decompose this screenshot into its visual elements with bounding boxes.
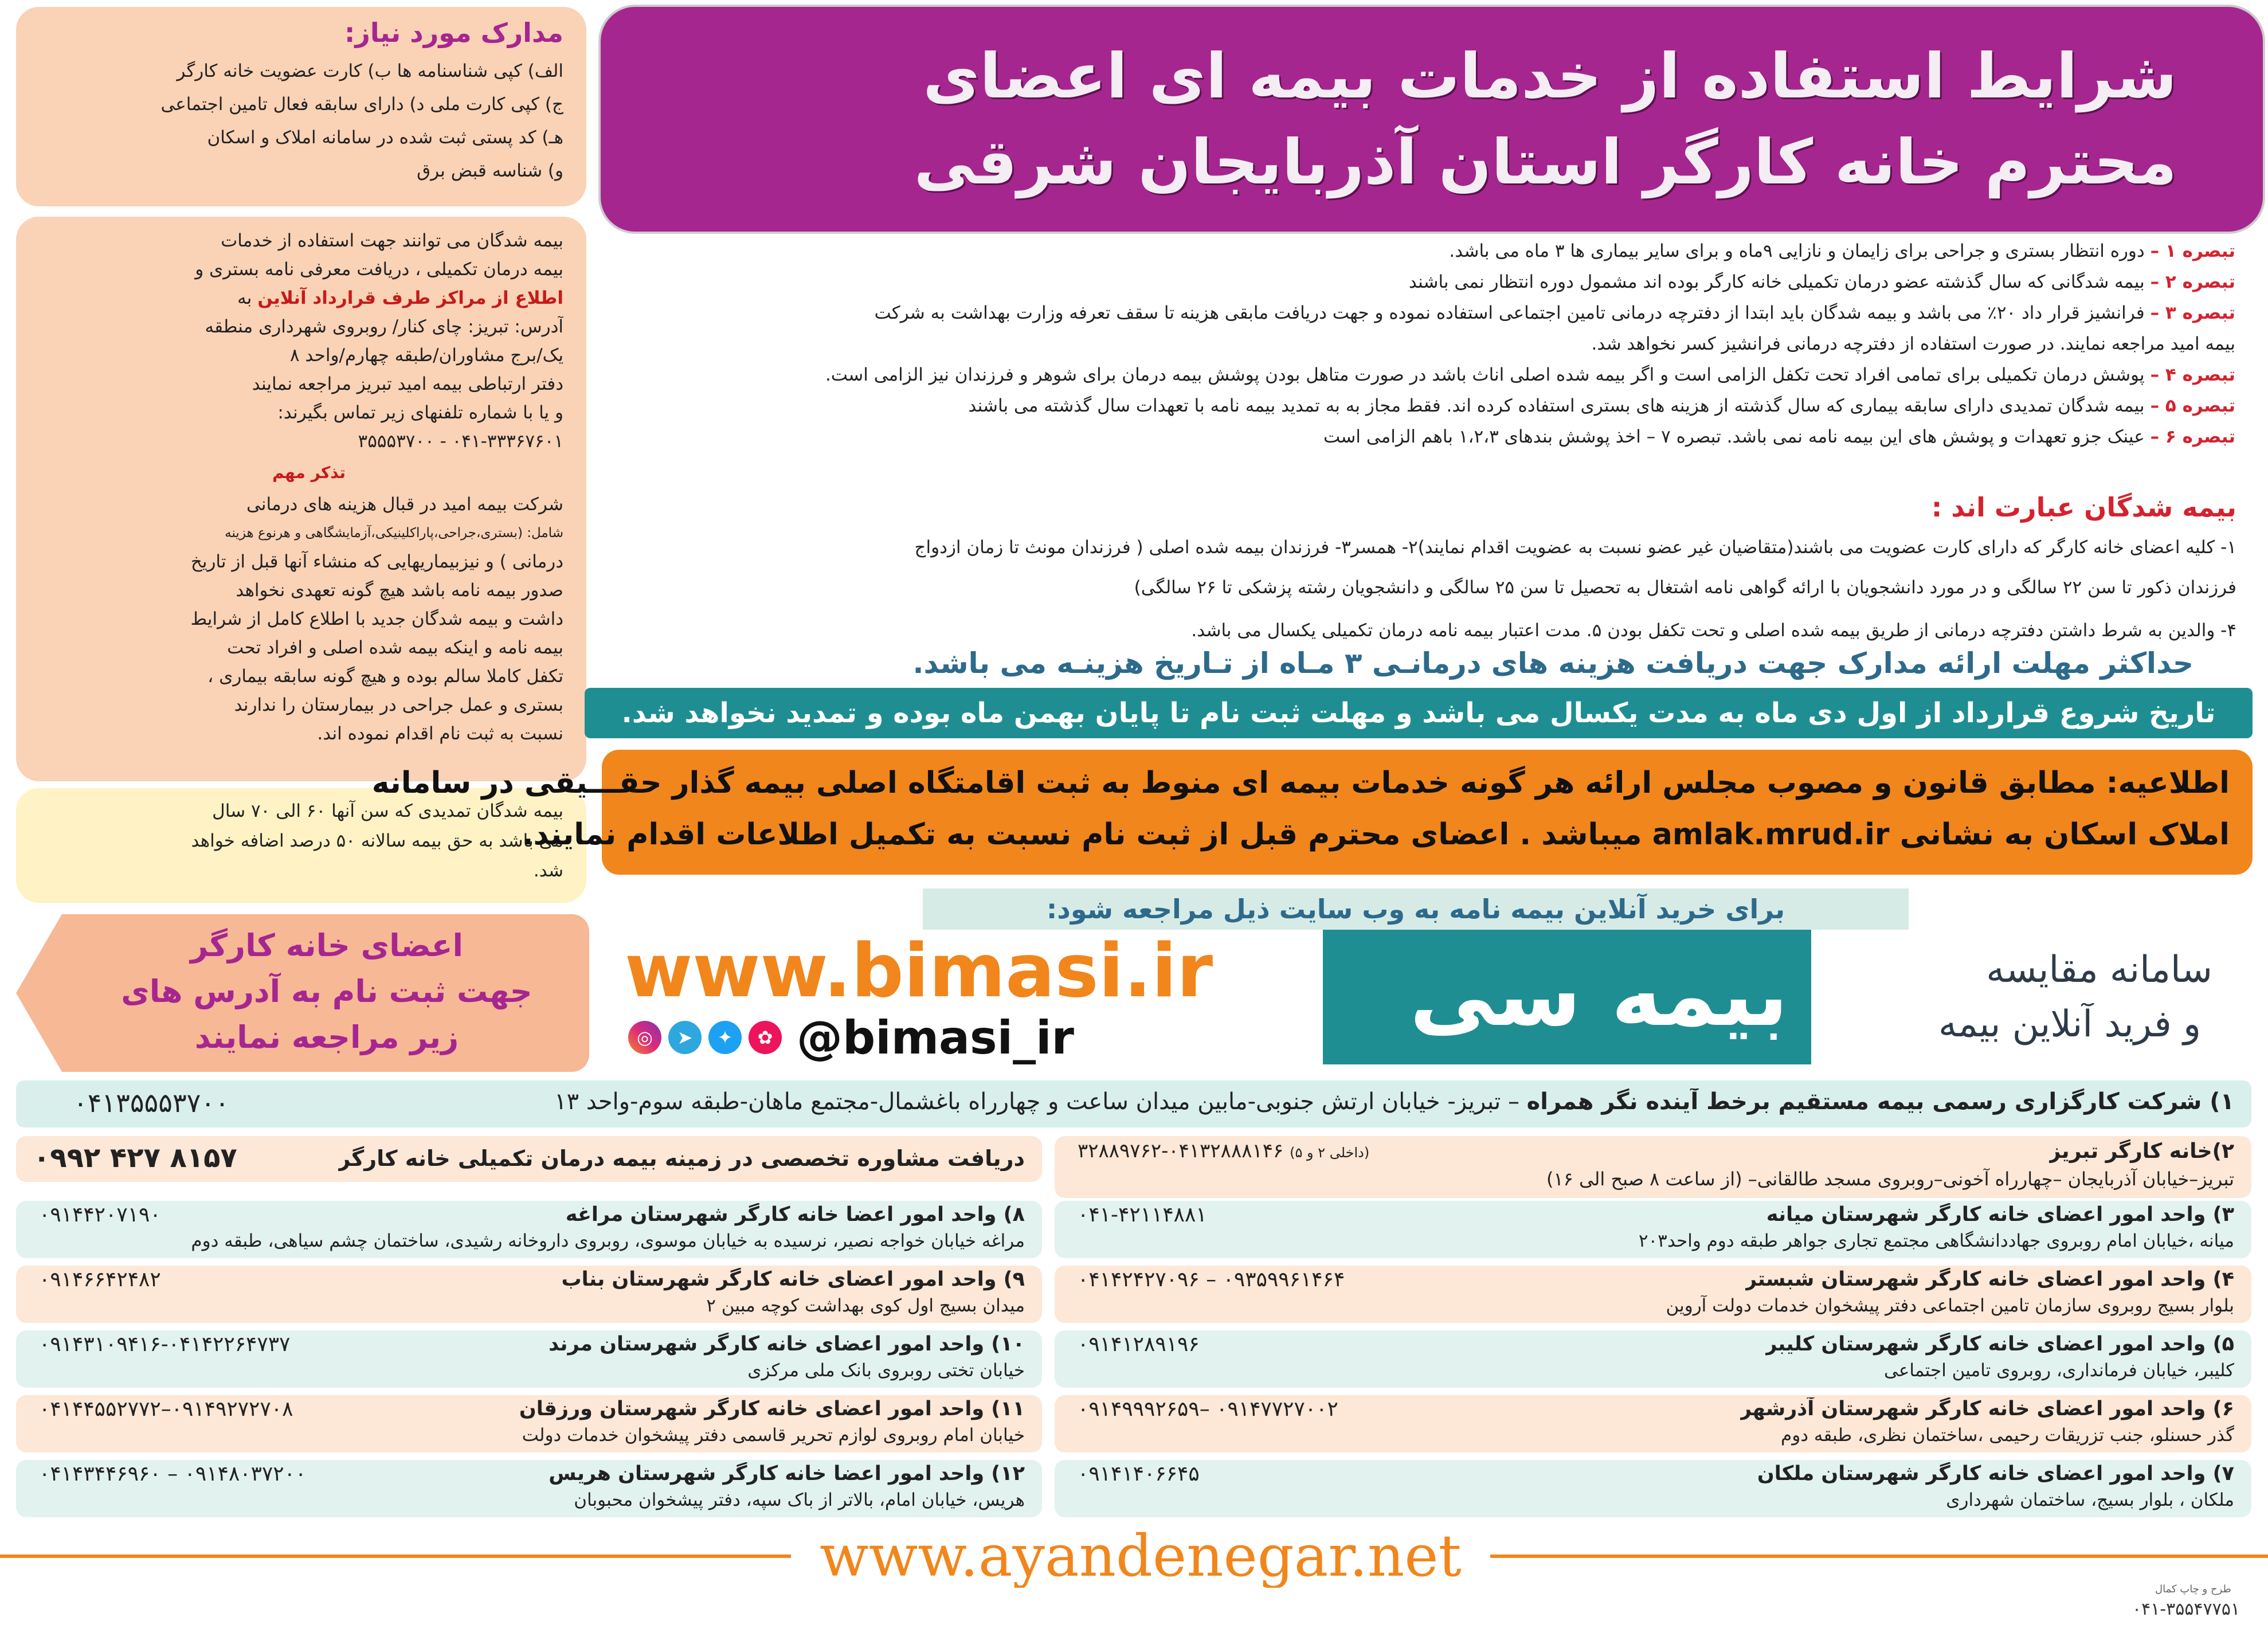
office-title: ۷) واحد امور اعضای خانه کارگر شهرستان ملکان bbox=[1757, 1462, 2234, 1485]
office-card bbox=[16, 1201, 1042, 1258]
notice-line-2: املاک اسکان به نشانی amlak.mrud.ir میباشد . اعضای محترم قبل از ثبت نام نسبت به تکمیل اطلاعات اقدام نمایند. bbox=[522, 817, 2230, 852]
rule-text: عینک جزو تعهدات و پوشش های این بیمه نامه نمی باشد. تبصره ۷ – اخذ پوشش بندهای ۱،۲،۳ باهم الزامی است bbox=[1323, 426, 2145, 447]
rule-key: تبصره ۵ – bbox=[2150, 396, 2235, 416]
age-line: می باشد به حق بیمه سالانه ۵۰ درصد اضافه خواهد bbox=[191, 831, 563, 851]
info-line: داشت و بیمه شدگان جدید با اطلاع کامل از شرایط bbox=[190, 609, 563, 629]
rule-line bbox=[1323, 425, 2235, 449]
info-line: یک/برج مشاوران/طبقه چهارم/واحد ۸ bbox=[289, 345, 563, 366]
office-title: ۲)خانه کارگر تبریز bbox=[2048, 1140, 2234, 1163]
required-docs-panel bbox=[16, 7, 586, 206]
telegram-icon[interactable]: ➤ bbox=[668, 1021, 702, 1054]
office-phone: ۰۴۱-۴۲۱۱۴۸۸۱ bbox=[1078, 1203, 1207, 1227]
rule-line bbox=[968, 394, 2235, 418]
info-phones: ۰۴۱-۳۳۳۶۷۶۰۱ - ۳۵۵۵۳۷۰۰ bbox=[358, 431, 563, 452]
info-line: صدور بیمه نامه باشد هیچ گونه تعهدی نخواهد bbox=[236, 580, 563, 601]
docs-title: مدارک مورد نیاز: bbox=[344, 17, 563, 48]
info-line: بیمه نامه و اینکه بیمه شده اصلی و افراد تحت bbox=[227, 637, 563, 658]
office-card bbox=[1055, 1460, 2251, 1517]
info-line: تکفل کاملا سالم بوده و هیچ گونه سابقه بیماری ، bbox=[207, 666, 563, 687]
rule-line bbox=[825, 363, 2235, 387]
office-phone: ۰۹۳۵۹۹۶۱۴۶۴ – ۰۴۱۴۲۴۲۷۰۹۶ bbox=[1078, 1268, 1345, 1291]
title-line-1: شرایط استفاده از خدمات بیمه ای اعضای bbox=[923, 41, 2177, 112]
info-line: بیمه شدگان می توانند جهت استفاده از خدمات bbox=[221, 230, 563, 251]
agency-row bbox=[16, 1080, 2251, 1127]
office-phone: ۰۹۱۴۴۲۰۷۱۹۰ bbox=[39, 1203, 161, 1227]
office-card bbox=[16, 1395, 1042, 1452]
office-title: ۱۱) واحد امور اعضای خانه کارگر شهرستان ورزقان bbox=[519, 1397, 1025, 1420]
office-address: گذر حسنلو، جنب تزریقات رحیمی ،ساختمان نظری، طبقه دوم bbox=[1781, 1425, 2234, 1446]
office-address: خیابان تختی روبروی بانک ملی مرکزی bbox=[747, 1360, 1025, 1381]
insured-line: ۱- کلیه اعضای خانه کارگر که دارای کارت عضویت می باشند(متقاضیان غیر عضو نسبت به عضویت اقدام نمایند)۲- همسر۳- فرزندان بیمه شده اصلی ( فرزندان مونث تا زمان ازدواج bbox=[914, 537, 2236, 558]
rule-text: بیمه امید مراجعه نمایند. در صورت استفاده از دفترچه درمانی فرانشیز کسر نخواهد شد. bbox=[1591, 334, 2235, 354]
deadline-text: حداکثر مهلت ارائه مدارک جهت دریافت هزینه های درمانـی ۳ مـاه از تـاریخ هزینـه می باشد. bbox=[912, 647, 2193, 680]
info-panel bbox=[16, 217, 586, 781]
docs-line: الف) کپی شناسنامه ها ب) کارت عضویت خانه کارگر bbox=[177, 61, 563, 81]
office-address: هریس، خیابان امام، بالاتر از باک سپه، دفتر پیشخوان محبوبان bbox=[574, 1490, 1025, 1510]
insured-title: بیمه شدگان عبارت اند : bbox=[1931, 492, 2236, 523]
tabriz-office bbox=[1055, 1136, 2251, 1198]
age-surcharge-panel bbox=[16, 788, 586, 903]
office-card bbox=[16, 1266, 1042, 1323]
office-address: بلوار بسیج روبروی سازمان تامین اجتماعی دفتر پیشخوان خدمات دولت آروین bbox=[1666, 1295, 2234, 1316]
office-address: کلیبر، خیابان فرمانداری، روبروی تامین اجتماعی bbox=[1883, 1360, 2234, 1381]
tagline-2: و فرید آنلاین بیمه bbox=[1938, 1003, 2201, 1046]
office-phone: ۰۴۱۳۲۸۸۸۱۴۶-۳۲۸۸۹۷۶۲ bbox=[1078, 1140, 1284, 1162]
info-line: دفتر ارتباطی بیمه امید تبریز مراجعه نمایند bbox=[252, 374, 563, 394]
office-phone: ۰۹۱۴۹۲۷۲۷۰۸–۰۴۱۴۴۵۵۲۷۷۲ bbox=[39, 1397, 293, 1421]
register-line-2: جهت ثبت نام به آدرس های bbox=[121, 973, 532, 1009]
instagram-icon[interactable]: ◎ bbox=[628, 1021, 661, 1054]
register-line-1: اعضای خانه کارگر bbox=[190, 927, 463, 964]
info-line: شامل: (بستری،جراحی،پاراکلینیکی،آزمایشگاهی و هرنوع هزینه bbox=[225, 526, 563, 541]
online-banner bbox=[602, 883, 2253, 1075]
online-cta: برای خرید آنلاین بیمه نامه به وب سایت ذیل مراجعه شود: bbox=[923, 888, 1909, 930]
office-phone: ۰۹۱۴۱۲۸۹۱۹۶ bbox=[1078, 1333, 1200, 1356]
bimasi-logo bbox=[1323, 930, 1811, 1064]
logo-text: بیمه سی bbox=[1409, 946, 1788, 1046]
office-title: ۴) واحد امور اعضای خانه کارگر شهرستان شبستر bbox=[1745, 1268, 2234, 1291]
rule-line bbox=[1591, 332, 2235, 356]
insured-line: ۴- والدین به شرط داشتن دفترچه درمانی از طریق بیمه شده اصلی و تحت تکفل بودن ۵. مدت اعتبار بیمه نامه درمان تکمیلی یکسال می باشد. bbox=[1191, 620, 2236, 641]
twitter-icon[interactable]: ✦ bbox=[708, 1021, 742, 1054]
notice-line-1: اطلاعیه: مطابق قانون و مصوب مجلس ارائه هر گونه خدمات بیمه ای منوط به ثبت اقامتگاه اصلی بیمه گذار حقـــیقی در سامانه bbox=[371, 766, 2230, 800]
rule-text: بیمه شدگانی که سال گذشته عضو درمان تکمیلی خانه کارگر بوده اند مشمول دوره انتظار نمی باشند bbox=[1408, 272, 2145, 292]
rule-line bbox=[1449, 240, 2235, 263]
docs-line: هـ) کد پستی ثبت شده در سامانه املاک و اسکان bbox=[207, 127, 563, 148]
office-title: ۸) واحد امور اعضا خانه کارگر شهرستان مراغه bbox=[565, 1203, 1025, 1226]
age-line: بیمه شدگان تمدیدی که سن آنها ۶۰ الی ۷۰ سال bbox=[212, 801, 563, 821]
docs-line: ج) کپی کارت ملی د) دارای سابقه فعال تامین اجتماعی bbox=[160, 94, 563, 115]
agency-address: – تبریز- خیابان ارتش جنوبی-مابین میدان ساعت و چهارراه باغشمال-مجتمع ماهان-طبقه سوم-واحد ۱۳ bbox=[554, 1088, 1519, 1115]
office-card bbox=[1055, 1266, 2251, 1323]
rule-text: پوشش درمان تکمیلی برای تمامی افراد تحت تکفل الزامی است و اگر بیمه شده اصلی اناث باشد در صورت متاهل بودن پوشش بیمه درمان برای شوهر و فرزندان نیز الزامی است. bbox=[825, 365, 2145, 385]
credit-line-2: ۰۴۱-۳۵۵۴۷۷۵۱ bbox=[2132, 1599, 2240, 1619]
info-line: آدرس: تبریز: چای کنار/ روبروی شهرداری منطقه bbox=[205, 316, 563, 337]
credit-line-1: طرح و چاپ کمال bbox=[2155, 1583, 2231, 1595]
important-note-title: تذکر مهم bbox=[272, 463, 346, 482]
office-card bbox=[1055, 1330, 2251, 1388]
office-card bbox=[16, 1460, 1042, 1517]
agency-phone: ۰۴۱۳۵۵۵۳۷۰۰ bbox=[73, 1087, 229, 1118]
title-line-2: محترم خانه کارگر استان آذربایجان شرقی bbox=[914, 127, 2177, 198]
office-phone: ۰۹۱۴۶۶۴۲۴۸۲ bbox=[39, 1268, 161, 1291]
office-card bbox=[1055, 1395, 2251, 1452]
office-address: تبریز–خیابان آذربایجان –چهارراه آخونی–روبروی مسجد طالقانی– (از ساعت ۸ صبح الی ۱۶) bbox=[1546, 1168, 2234, 1190]
office-title: ۱۲) واحد امور اعضا خانه کارگر شهرستان هریس bbox=[549, 1462, 1025, 1485]
info-line: به bbox=[237, 288, 252, 308]
office-title: ۵) واحد امور اعضای خانه کارگر شهرستان کلیبر bbox=[1765, 1333, 2234, 1356]
info-line: نسبت به ثبت نام اقدام نموده اند. bbox=[317, 723, 563, 744]
office-address: میانه ،خیابان امام روبروی جهاددانشگاهی مجتمع تجاری جواهر طبقه دوم واحد۲۰۳ bbox=[1638, 1231, 2234, 1251]
office-title: ۳) واحد امور اعضای خانه کارگر شهرستان میانه bbox=[1766, 1203, 2234, 1226]
consult-label: دریافت مشاوره تخصصی در زمینه بیمه درمان تکمیلی خانه کارگر bbox=[338, 1146, 1025, 1171]
rule-key: تبصره ۳ – bbox=[2150, 303, 2235, 323]
social-row bbox=[625, 1012, 1074, 1063]
office-phone: ۰۹۱۴۳۱۰۹۴۱۶-۰۴۱۴۲۲۶۴۷۳۷ bbox=[39, 1333, 291, 1356]
insured-line: فرزندان ذکور تا سن ۲۲ سالگی و در مورد دانشجویان با ارائه گواهی نامه اشتغال به تحصیل تا سن ۲۵ سالگی و دانشجویان رشته پزشکی تا ۲۶ سالگی) bbox=[1134, 577, 2236, 598]
office-card bbox=[16, 1330, 1042, 1388]
info-line: درمانی ) و نیزبیماریهایی که منشاء آنها قبل از تاریخ bbox=[190, 551, 563, 572]
info-line: شرکت بیمه امید در قبال هزینه های درمانی bbox=[246, 494, 563, 515]
office-address: میدان بسیج اول کوی بهداشت کوچه مبین ۲ bbox=[706, 1295, 1025, 1316]
rule-line bbox=[874, 301, 2235, 325]
office-address: ملکان ، بلوار بسیج، ساختمان شهرداری bbox=[1946, 1490, 2234, 1510]
consult-row bbox=[16, 1136, 1042, 1182]
age-line: شد. bbox=[533, 860, 563, 881]
title-banner bbox=[601, 7, 2263, 232]
aparat-icon[interactable]: ✿ bbox=[749, 1021, 782, 1054]
office-title: ۹) واحد امور اعضای خانه کارگر شهرستان بناب bbox=[561, 1268, 1025, 1291]
rule-key: تبصره ۶ – bbox=[2150, 426, 2235, 447]
footer-url[interactable]: www.ayandenegar.net bbox=[791, 1525, 1490, 1588]
rule-text: دوره انتظار بستری و جراحی برای زایمان و نازایی ۹ماه و برای سایر بیماری ها ۳ ماه می باشد. bbox=[1449, 241, 2145, 261]
rule-line bbox=[1409, 271, 2235, 294]
office-phone: ۰۹۱۴۷۷۲۷۰۰۲ –۰۹۱۴۹۹۹۲۶۵۹ bbox=[1078, 1397, 1338, 1421]
info-line: بستری و عمل جراحی در بیمارستان را ندارند bbox=[234, 695, 563, 715]
rule-text: فرانشیز قرار داد ۲۰٪ می باشد و بیمه شدگان باید ابتدا از دفترچه درمانی تامین اجتماعی استفاده نموده و جهت دریافت مابقی هزینه تا سقف تعرفه وزارت بهداشت به شرکت bbox=[874, 303, 2145, 323]
rule-key: تبصره ۱ – bbox=[2150, 241, 2235, 261]
rule-key: تبصره ۴ – bbox=[2150, 365, 2235, 385]
office-address: خیابان امام روبروی لوازم تحریر قاسمی دفتر پیشخوان خدمات دولت bbox=[522, 1425, 1025, 1446]
contract-date-band: تاریخ شروع قرارداد از اول دی ماه به مدت یکسال می باشد و مهلت ثبت نام تا پایان بهمن ماه بوده و تمدید نخواهد شد. bbox=[585, 688, 2253, 738]
office-title: ۶) واحد امور اعضای خانه کارگر شهرستان آذرشهر bbox=[1740, 1397, 2234, 1420]
office-title: ۱۰) واحد امور اعضای خانه کارگر شهرستان مرند bbox=[549, 1333, 1025, 1356]
consult-phone: ۰۹۹۲ ۴۲۷ ۸۱۵۷ bbox=[33, 1142, 237, 1174]
register-line-3: زیر مراجعه نمایند bbox=[194, 1019, 459, 1055]
office-phone: ۰۹۱۴۱۴۰۶۶۴۵ bbox=[1078, 1462, 1200, 1486]
office-card bbox=[1055, 1201, 2251, 1258]
social-handle[interactable]: @bimasi_ir bbox=[797, 1011, 1074, 1064]
office-ext: (داخلی ۲ و ۵) bbox=[1290, 1145, 1370, 1161]
office-address: مراغه خیابان خواجه نصیر، نرسیده به خیابان موسوی، روبروی داروخانه رشیدی، ساختمان چشم سیاهی، طبقه دوم bbox=[191, 1231, 1025, 1251]
online-centers-link: اطلاع از مراکز طرف قرارداد آنلاین bbox=[257, 288, 563, 308]
docs-line: و) شناسه قبض برق bbox=[417, 160, 563, 181]
office-phone: ۰۹۱۴۸۰۳۷۲۰۰ – ۰۴۱۴۳۴۴۶۹۶۰ bbox=[39, 1462, 307, 1486]
agency-title: ۱) شرکت کارگزاری رسمی بیمه مستقیم برخط آینده نگر همراه bbox=[1526, 1088, 2234, 1115]
info-line: و یا با شماره تلفنهای زیر تماس بگیرند: bbox=[277, 402, 563, 423]
rule-key: تبصره ۲ – bbox=[2150, 272, 2235, 292]
rule-text: بیمه شدگان تمدیدی دارای سابقه بیماری که سال گذشته از هزینه های بستری استفاده کرده اند. فقط مجاز به به تمدید بیمه نامه با تعهدات سال گذشته می باشند bbox=[968, 396, 2145, 416]
site-url-link[interactable]: www.bimasi.ir bbox=[625, 929, 1213, 1014]
info-line: بیمه درمان تکمیلی ، دریافت معرفی نامه بستری و bbox=[195, 259, 563, 280]
tagline-1: سامانه مقایسه bbox=[1986, 949, 2212, 991]
